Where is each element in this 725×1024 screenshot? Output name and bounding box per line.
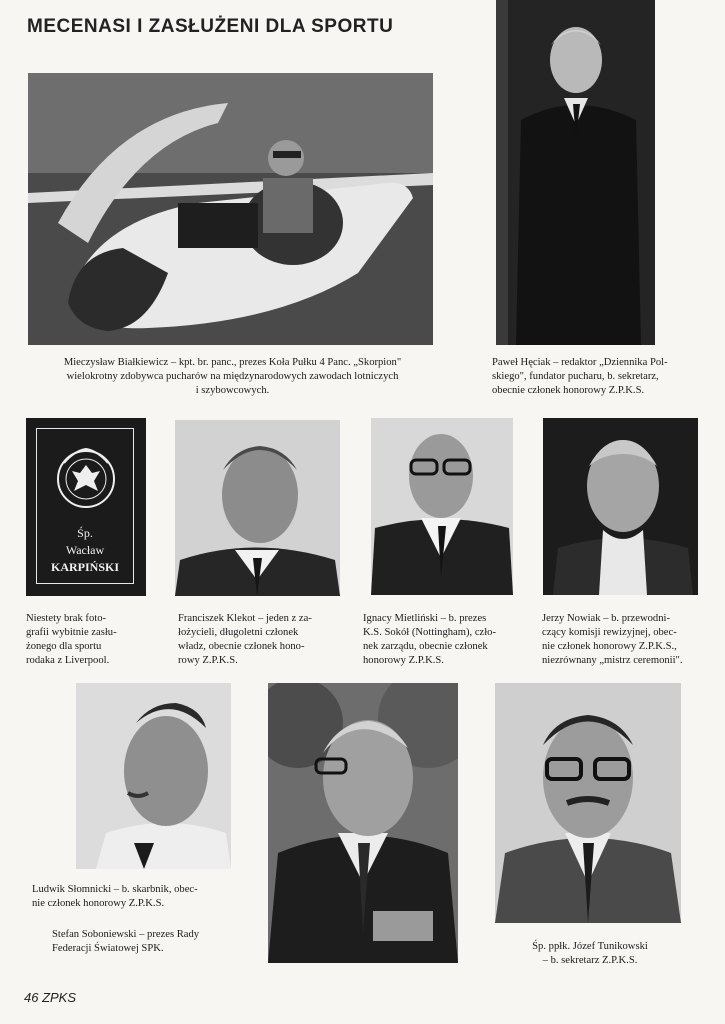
caption-line: Mieczysław Białkiewicz – kpt. br. panc., prezes Koła Pułku 4 Panc. „Skorpion": [63, 357, 402, 368]
caption-line: Franciszek Klekot – jeden z za-: [178, 613, 312, 624]
photo-heciak: [496, 0, 655, 345]
caption-line: niezrównany „mistrz ceremonii".: [542, 655, 683, 666]
caption-line: Jerzy Nowiak – b. przewodni-: [542, 613, 670, 624]
caption-line: żonego dla sportu: [26, 641, 102, 652]
caption-line: Paweł Hęciak – redaktor „Dziennika Pol-: [492, 357, 668, 368]
caption-line: wielokrotny zdobywca pucharów na międzynarodowych zawodach lotniczych: [66, 371, 399, 382]
caption-line: nie członek honorowy Z.P.K.S.: [32, 898, 165, 909]
caption-klekot: [178, 612, 358, 668]
caption-line: rodaka z Liverpool.: [26, 655, 110, 666]
memorial-card-karpinski: [26, 418, 146, 596]
caption-line: władz, obecnie członek hono-: [178, 641, 305, 652]
caption-line: honorowy Z.P.K.S.: [363, 655, 444, 666]
caption-line: – b. sekretarz Z.P.K.S.: [542, 955, 638, 966]
caption-line: Federacji Światowej SPK.: [52, 943, 164, 954]
caption-line: K.S. Sokół (Nottingham), czło-: [363, 627, 496, 638]
caption-line: Śp. ppłk. Józef Tunikowski: [532, 941, 648, 952]
photo-nowiak: [543, 418, 698, 595]
caption-line: Niestety brak foto-: [26, 613, 107, 624]
caption-line: Stefan Soboniewski – prezes Rady: [52, 929, 200, 940]
card-line-sp: Śp.: [77, 526, 93, 540]
page-footer: 46 ZPKS: [24, 990, 77, 1005]
card-line-first-name: Wacław: [65, 543, 105, 557]
page-title: MECENASI I ZASŁUŻENI DLA SPORTU: [27, 16, 394, 37]
photo-klekot: [175, 420, 340, 596]
caption-line: obecnie członek honorowy Z.P.K.S.: [492, 385, 645, 396]
caption-line: nie członek honorowy Z.P.K.S.,: [542, 641, 677, 652]
caption-soboniewski: [52, 928, 262, 956]
caption-line: Ignacy Mietliński – b. prezes: [363, 613, 487, 624]
emblem-icon: [54, 443, 118, 515]
caption-line: grafii wybitnie zasłu-: [26, 627, 117, 638]
caption-line: i szybowcowych.: [195, 385, 270, 396]
caption-line: rowy Z.P.K.S.: [178, 655, 238, 666]
card-line-surname: KARPIŃSKI: [50, 560, 119, 574]
caption-heciak: [492, 356, 717, 398]
caption-tunikowski: [505, 940, 675, 968]
photo-mietlinski: [371, 418, 513, 595]
caption-line: nek zarządu, obecnie członek: [363, 641, 488, 652]
caption-karpinski-note: [26, 612, 156, 668]
caption-bialkiewicz: [20, 356, 445, 398]
caption-line: skiego", fundator pucharu, b. sekretarz,: [492, 371, 659, 382]
photo-soboniewski: [268, 683, 458, 963]
memorial-card-border: [36, 428, 134, 584]
photo-slomnicki: [76, 683, 231, 869]
photo-tunikowski: [495, 683, 681, 923]
caption-line: Ludwik Słomnicki – b. skarbnik, obec-: [32, 884, 198, 895]
caption-slomnicki: [32, 883, 262, 911]
caption-line: czący komisji rewizyjnej, obec-: [542, 627, 677, 638]
caption-nowiak: [542, 612, 722, 668]
caption-line: łożycieli, długoletni członek: [178, 627, 299, 638]
caption-mietlinski: [363, 612, 538, 668]
photo-glider-bialkiewicz: [28, 73, 433, 345]
